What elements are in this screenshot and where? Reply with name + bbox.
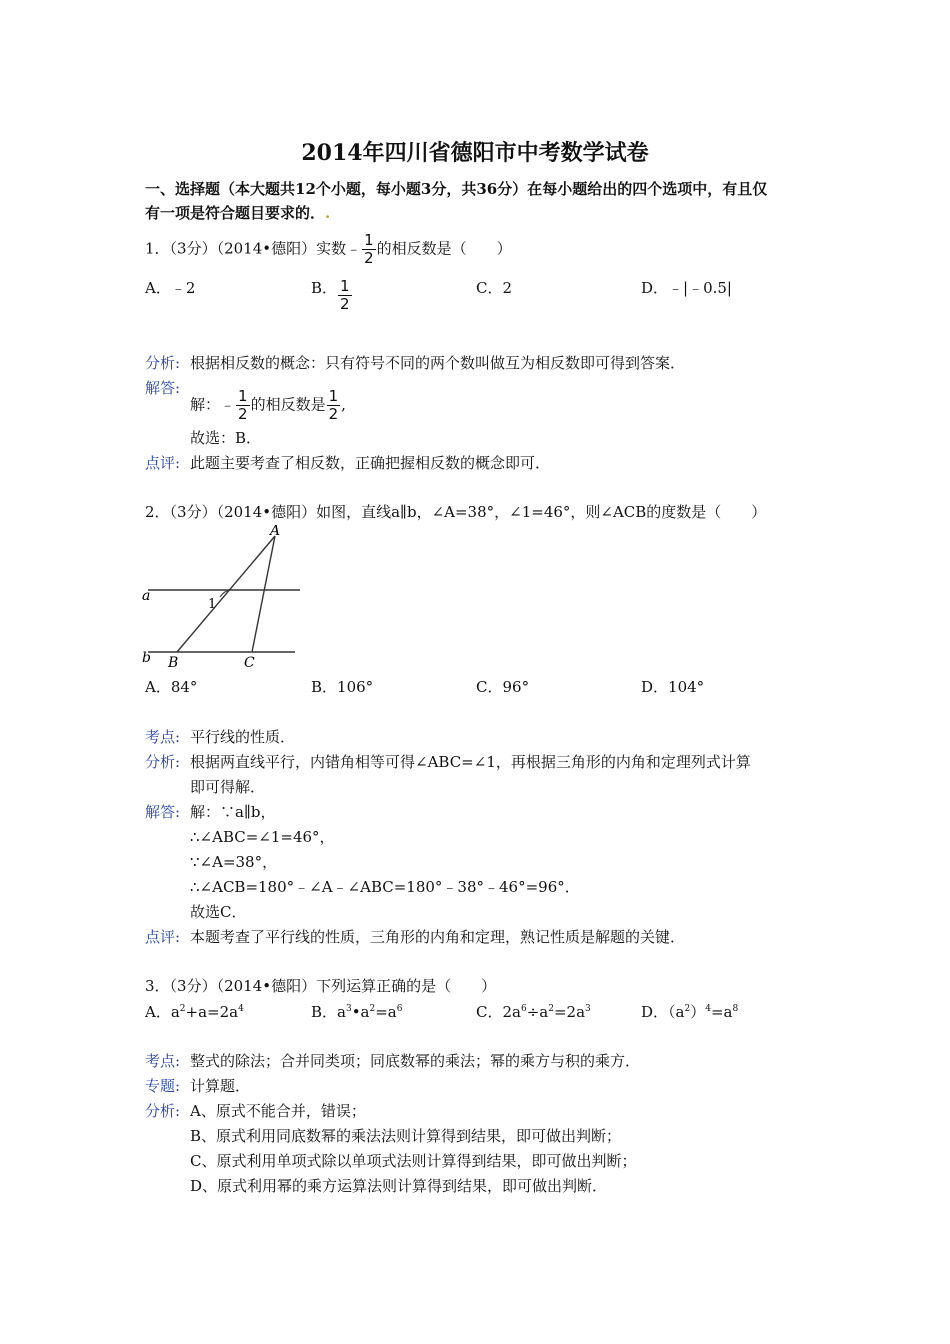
label-C: C <box>244 655 255 671</box>
q3-topic: 计算题． <box>190 1077 251 1095</box>
q2-option-d: D．104° <box>641 678 705 696</box>
q1-comment-label: 点评: <box>145 454 181 472</box>
q3-topic-label: 专题: <box>145 1077 181 1095</box>
label-A: A <box>270 525 281 539</box>
label-1: 1 <box>208 597 217 612</box>
q2-analysis-line1: 根据两直线平行，内错角相等可得∠ABC=∠1，再根据三角形的内角和定理列式计算 <box>190 753 751 771</box>
q1-fraction: $\frac{1}{2}$ <box>364 231 374 267</box>
q2-answer-line3: ∵∠A=38°， <box>190 853 278 871</box>
q2-answer-line2: ∴∠ABC=∠1=46°， <box>190 828 335 846</box>
q2-option-a: A．84° <box>145 678 198 696</box>
label-B: B <box>168 655 179 671</box>
q2-answer-line5: 故选C． <box>190 903 247 921</box>
q3-analysis-label: 分析: <box>145 1102 181 1120</box>
q2-point: 平行线的性质． <box>190 728 296 746</box>
q3-analysis-line1: A、原式不能合并，错误； <box>190 1102 366 1120</box>
section-heading-line2: 有一项是符合题目要求的．. <box>145 204 331 222</box>
q2-comment-label: 点评: <box>145 928 181 946</box>
q2-stem: 2．（3分）（2014•德阳）如图，直线a∥b，∠A=38°，∠1=46°，则∠ACB的度数是（ ） <box>145 503 767 521</box>
segment-AB <box>177 536 275 652</box>
q1-answer-line: 解：﹣ $\frac{1}{2}$ 的相反数是 $\frac{1}{2}$ , <box>190 387 346 423</box>
q1-stem: 1．（3分）（2014•德阳）实数﹣ $\frac{1}{2}$ 的相反数是（ ） <box>145 231 512 267</box>
q1-answer-choice: 故选：B． <box>190 429 262 447</box>
q2-point-label: 考点: <box>145 728 181 746</box>
q2-option-b: B．106° <box>311 678 374 696</box>
q1-option-a: A．﹣2 <box>145 279 196 297</box>
q2-answer-line4: ∴∠ACB=180°﹣∠A﹣∠ABC=180°﹣38°﹣46°=96°． <box>190 878 580 896</box>
label-b: b <box>142 650 151 666</box>
q1-option-d: D．﹣|﹣0.5| <box>641 279 732 297</box>
q3-option-d: D．$(a^2)^4=a^8$ <box>641 1003 739 1021</box>
q1-comment: 此题主要考查了相反数，正确把握相反数的概念即可． <box>190 454 551 472</box>
q3-analysis-line4: D、原式利用幂的乘方运算法则计算得到结果，即可做出判断． <box>190 1177 608 1195</box>
q2-option-c: C．96° <box>476 678 530 696</box>
q3-point: 整式的除法；合并同类项；同底数幂的乘法；幂的乘方与积的乘方． <box>190 1052 641 1070</box>
q3-analysis-line3: C、原式利用单项式除以单项式法则计算得到结果，即可做出判断； <box>190 1152 637 1170</box>
q1-analysis-label: 分析: <box>145 354 181 372</box>
q1-option-b: B． $\frac{1}{2}$ <box>311 277 350 313</box>
q3-stem: 3．（3分）（2014•德阳）下列运算正确的是（ ） <box>145 977 497 995</box>
q3-option-c: C．$2a^6\div a^2=2a^3$ <box>476 1003 591 1021</box>
q3-option-b: B．$a^3•a^2=a^6$ <box>311 1003 403 1021</box>
q2-answer-label: 解答: <box>145 803 181 821</box>
section-heading-line1: 一、选择题（本大题共12个小题，每小题3分，共36分）在每小题给出的四个选项中，有且仅 <box>145 180 768 198</box>
q2-figure <box>140 525 310 673</box>
q2-analysis-label: 分析: <box>145 753 181 771</box>
q2-answer-line1: 解：∵a∥b， <box>190 803 276 821</box>
q2-comment: 本题考查了平行线的性质，三角形的内角和定理，熟记性质是解题的关键． <box>190 928 686 946</box>
segment-AC <box>252 536 275 652</box>
q1-option-c: C．2 <box>476 279 513 297</box>
q1-answer-label: 解答: <box>145 379 181 397</box>
q3-option-a: A．$a^2+a=2a^4$ <box>145 1003 244 1021</box>
q3-point-label: 考点: <box>145 1052 181 1070</box>
q3-analysis-line2: B、原式利用同底数幂的乘法法则计算得到结果，即可做出判断； <box>190 1127 622 1145</box>
page-title: 2014年四川省德阳市中考数学试卷 <box>301 140 649 166</box>
q2-analysis-line2: 即可得解． <box>190 778 266 796</box>
q1-analysis: 根据相反数的概念：只有符号不同的两个数叫做互为相反数即可得到答案． <box>190 354 686 372</box>
label-a: a <box>142 588 151 604</box>
